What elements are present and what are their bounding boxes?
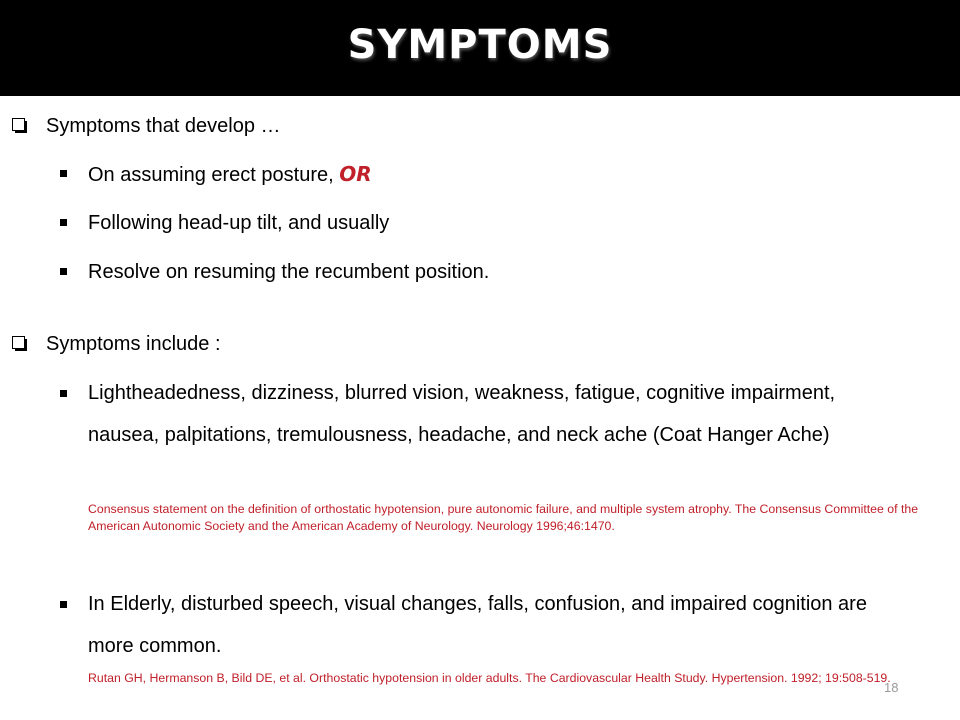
section1-item-1 — [88, 162, 372, 187]
section2-item-2: In Elderly, disturbed speech, visual changes, falls, confusion, and impaired cognition are more common. — [88, 593, 867, 657]
section1-heading: Symptoms that develop … — [46, 115, 281, 137]
square-bullet-icon — [60, 268, 67, 275]
checkbox-bullet-icon — [12, 118, 26, 132]
citation-2: Rutan GH, Hermanson B, Bild DE, et al. Orthostatic hypotension in older adults. The Cardiovascular Health Study. Hypertension. 1992; 19:508-519. — [88, 671, 891, 685]
section2-item-1: Lightheadedness, dizziness, blurred vision, weakness, fatigue, cognitive impairment, nausea, palpitations, tremulousness, headache, and neck ache (Coat Hanger Ache) — [88, 382, 836, 446]
section2-heading: Symptoms include : — [46, 333, 221, 355]
square-bullet-icon — [60, 601, 67, 608]
square-bullet-icon — [60, 219, 67, 226]
or-emphasis: OR — [339, 162, 372, 186]
square-bullet-icon — [60, 390, 67, 397]
section1-item-2: Following head-up tilt, and usually — [88, 212, 390, 234]
square-bullet-icon — [60, 170, 67, 177]
page-number: 18 — [884, 680, 899, 695]
section1-item-3: Resolve on resuming the recumbent position. — [88, 261, 490, 283]
slide-title: SYMPTOMS — [347, 22, 613, 68]
checkbox-bullet-icon — [12, 336, 26, 350]
citation-1: Consensus statement on the definition of orthostatic hypotension, pure autonomic failure, and multiple system atrophy. The Consensus Committee of the American Autonomic Society and the American Academy of Neurology. Neurology 1996;46:1470. — [88, 502, 919, 533]
item-text: On assuming erect posture, — [88, 164, 340, 186]
